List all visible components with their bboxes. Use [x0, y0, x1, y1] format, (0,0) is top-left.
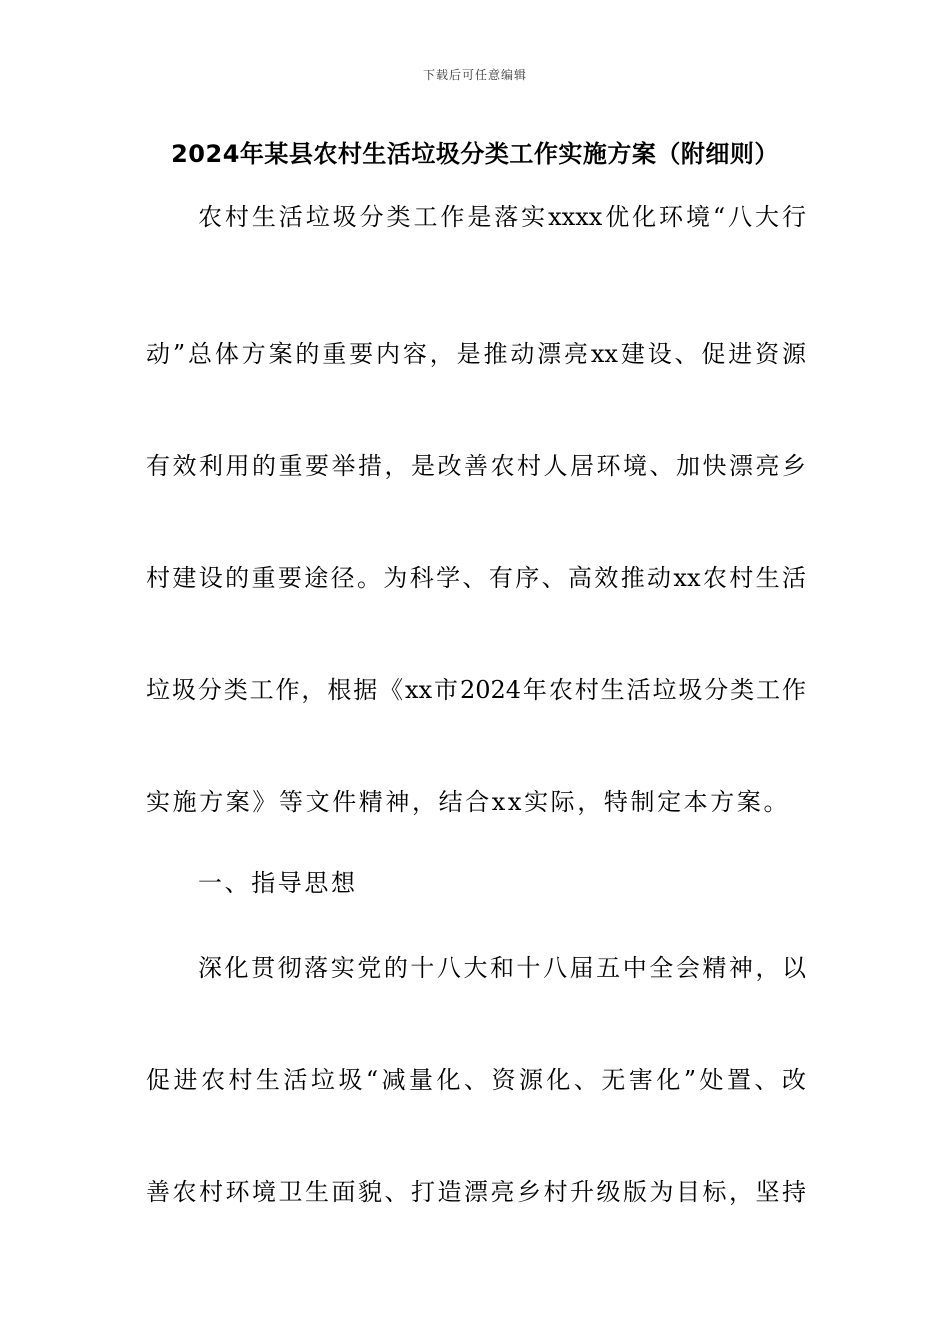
paragraph-line: 村建设的重要途径。为科学、有序、高效推动xx农村生活	[146, 564, 806, 592]
paragraph-line: 有效利用的重要举措，是改善农村人居环境、加快漂亮乡	[146, 452, 806, 480]
paragraph-line: 垃圾分类工作，根据《xx市2024年农村生活垃圾分类工作	[146, 676, 806, 704]
header-note: 下载后可任意编辑	[422, 68, 527, 82]
paragraph-line: 深化贯彻落实党的十八大和十八届五中全会精神，以	[198, 954, 806, 982]
paragraph-line: 善农村环境卫生面貌、打造漂亮乡村升级版为目标，坚持	[146, 1178, 806, 1206]
paragraph-line: 实施方案》等文件精神，结合xx实际，特制定本方案。	[146, 788, 791, 816]
paragraph-line: 农村生活垃圾分类工作是落实xxxx优化环境“八大行	[198, 203, 806, 231]
document-title: 2024年某县农村生活垃圾分类工作实施方案（附细则）	[171, 140, 779, 168]
paragraph-line: 促进农村生活垃圾“减量化、资源化、无害化”处置、改	[146, 1066, 806, 1094]
section-heading: 一、指导思想	[198, 869, 358, 897]
paragraph-line: 动”总体方案的重要内容，是推动漂亮xx建设、促进资源	[146, 340, 806, 368]
